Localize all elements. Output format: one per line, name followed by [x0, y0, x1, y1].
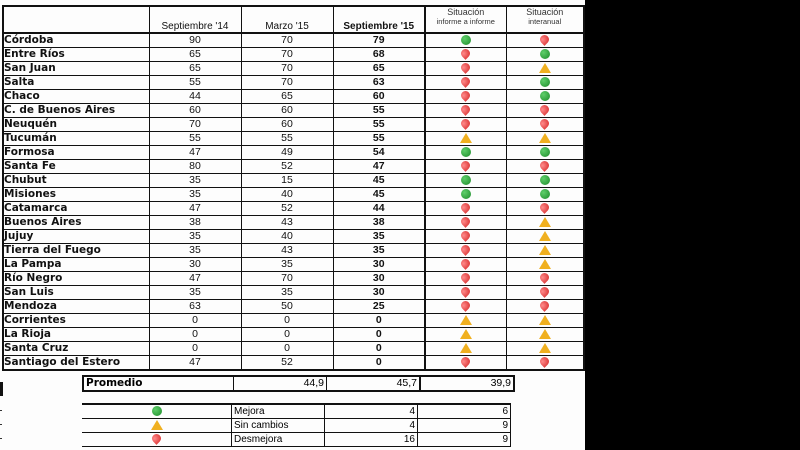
- header-sep15: Septiembre '15: [333, 6, 425, 33]
- table-row: [3, 272, 584, 286]
- table-row: [3, 328, 584, 342]
- table-row: [3, 244, 584, 258]
- situation-yearly-cell: [506, 314, 584, 328]
- legend-icon-cell: [82, 404, 232, 419]
- red-diamond-icon: [150, 432, 163, 445]
- value-sep14: 65: [149, 48, 241, 62]
- situation-yearly-cell: [506, 62, 584, 76]
- value-mar15: 0: [241, 328, 333, 342]
- province-name: Salta: [3, 76, 149, 90]
- value-sep15: 54: [333, 146, 425, 160]
- yellow-triangle-icon: [539, 133, 551, 143]
- value-sep14: 0: [149, 314, 241, 328]
- header-province: [3, 6, 149, 33]
- red-diamond-icon: [538, 160, 551, 172]
- header-situation-subtitle: informe a informe: [436, 17, 495, 26]
- yellow-triangle-icon: [539, 231, 551, 241]
- table-row: [3, 216, 584, 230]
- situation-report-cell: [425, 33, 506, 48]
- green-circle-icon: [540, 77, 550, 87]
- red-diamond-icon: [459, 258, 472, 270]
- legend-icon-cell: [82, 419, 232, 433]
- situation-report-cell: [425, 314, 506, 328]
- table-row: [3, 356, 584, 371]
- value-sep15: 44: [333, 202, 425, 216]
- edge-dot: [0, 438, 2, 439]
- province-name: Mendoza: [3, 300, 149, 314]
- situation-report-cell: [425, 272, 506, 286]
- header-situation-yearly: [506, 6, 584, 33]
- table-row: [3, 174, 584, 188]
- value-mar15: 70: [241, 272, 333, 286]
- value-sep15: 0: [333, 356, 425, 371]
- province-name: Tierra del Fuego: [3, 244, 149, 258]
- table-row: [3, 286, 584, 300]
- yellow-triangle-icon: [539, 217, 551, 227]
- value-sep15: 45: [333, 174, 425, 188]
- yellow-triangle-icon: [539, 343, 551, 353]
- value-sep15: 65: [333, 62, 425, 76]
- header-situation-subtitle: interanual: [528, 17, 562, 26]
- legend-label: Sin cambios: [232, 419, 325, 433]
- value-sep15: 0: [333, 328, 425, 342]
- value-mar15: 65: [241, 90, 333, 104]
- red-diamond-icon: [538, 286, 551, 298]
- table-row: [3, 132, 584, 146]
- value-sep14: 47: [149, 356, 241, 371]
- yellow-triangle-icon: [460, 329, 472, 339]
- red-diamond-icon: [538, 104, 551, 116]
- value-sep15: 63: [333, 76, 425, 90]
- red-diamond-icon: [459, 160, 472, 172]
- legend-label: Mejora: [232, 404, 325, 419]
- value-sep14: 60: [149, 104, 241, 118]
- situation-report-cell: [425, 188, 506, 202]
- value-mar15: 0: [241, 342, 333, 356]
- green-circle-icon: [461, 175, 471, 185]
- legend-count-yearly: 6: [418, 404, 511, 419]
- value-sep15: 55: [333, 104, 425, 118]
- situation-report-cell: [425, 76, 506, 90]
- situation-report-cell: [425, 90, 506, 104]
- value-sep14: 55: [149, 132, 241, 146]
- value-sep15: 25: [333, 300, 425, 314]
- situation-report-cell: [425, 286, 506, 300]
- province-name: Tucumán: [3, 132, 149, 146]
- province-name: Formosa: [3, 146, 149, 160]
- legend-count-yearly: 9: [418, 433, 511, 447]
- situation-yearly-cell: [506, 76, 584, 90]
- red-diamond-icon: [538, 272, 551, 284]
- provinces-table: [2, 5, 585, 371]
- green-circle-icon: [461, 147, 471, 157]
- value-sep14: 70: [149, 118, 241, 132]
- situation-report-cell: [425, 132, 506, 146]
- table-row: [3, 48, 584, 62]
- value-sep14: 47: [149, 272, 241, 286]
- situation-yearly-cell: [506, 160, 584, 174]
- average-row-table: [82, 375, 515, 392]
- red-diamond-icon: [459, 118, 472, 130]
- value-mar15: 35: [241, 258, 333, 272]
- red-diamond-icon: [538, 300, 551, 312]
- table-row: [3, 104, 584, 118]
- yellow-triangle-icon: [539, 259, 551, 269]
- situation-yearly-cell: [506, 342, 584, 356]
- value-mar15: 52: [241, 202, 333, 216]
- table-row: [3, 90, 584, 104]
- situation-report-cell: [425, 328, 506, 342]
- value-mar15: 40: [241, 188, 333, 202]
- situation-yearly-cell: [506, 244, 584, 258]
- province-name: San Luis: [3, 286, 149, 300]
- table-row: [3, 76, 584, 90]
- situation-report-cell: [425, 244, 506, 258]
- table-row: [3, 202, 584, 216]
- green-circle-icon: [540, 147, 550, 157]
- value-sep15: 79: [333, 33, 425, 48]
- value-sep14: 65: [149, 62, 241, 76]
- situation-yearly-cell: [506, 132, 584, 146]
- value-sep15: 55: [333, 132, 425, 146]
- table-row: [3, 342, 584, 356]
- value-mar15: 0: [241, 314, 333, 328]
- province-name: Santa Fe: [3, 160, 149, 174]
- legend-count-report: 4: [325, 404, 418, 419]
- value-mar15: 70: [241, 62, 333, 76]
- situation-yearly-cell: [506, 48, 584, 62]
- province-name: Catamarca: [3, 202, 149, 216]
- value-sep14: 0: [149, 328, 241, 342]
- yellow-triangle-icon: [460, 343, 472, 353]
- situation-report-cell: [425, 174, 506, 188]
- value-sep14: 47: [149, 202, 241, 216]
- value-sep15: 68: [333, 48, 425, 62]
- situation-report-cell: [425, 258, 506, 272]
- green-circle-icon: [540, 175, 550, 185]
- situation-yearly-cell: [506, 258, 584, 272]
- value-mar15: 60: [241, 104, 333, 118]
- legend-row: [82, 433, 511, 447]
- red-diamond-icon: [459, 216, 472, 228]
- table-row: [3, 230, 584, 244]
- province-name: Neuquén: [3, 118, 149, 132]
- situation-report-cell: [425, 342, 506, 356]
- table-header-row: [3, 6, 584, 33]
- situation-report-cell: [425, 160, 506, 174]
- red-diamond-icon: [459, 76, 472, 88]
- average-sep14: 44,9: [234, 376, 327, 391]
- red-diamond-icon: [459, 286, 472, 298]
- average-sep15: 39,9: [420, 376, 514, 391]
- situation-report-cell: [425, 202, 506, 216]
- green-circle-icon: [540, 189, 550, 199]
- legend-icon-cell: [82, 433, 232, 447]
- average-label: Promedio: [83, 376, 234, 391]
- situation-yearly-cell: [506, 328, 584, 342]
- value-sep14: 44: [149, 90, 241, 104]
- red-diamond-icon: [459, 62, 472, 74]
- yellow-triangle-icon: [539, 315, 551, 325]
- value-sep15: 47: [333, 160, 425, 174]
- table-row: [3, 188, 584, 202]
- yellow-triangle-icon: [539, 329, 551, 339]
- situation-yearly-cell: [506, 356, 584, 371]
- value-sep15: 55: [333, 118, 425, 132]
- header-situation-title: Situación: [447, 7, 485, 17]
- value-sep14: 38: [149, 216, 241, 230]
- value-mar15: 52: [241, 356, 333, 371]
- province-name: Santiago del Estero: [3, 356, 149, 371]
- value-sep14: 35: [149, 286, 241, 300]
- header-situation-report: [425, 6, 506, 33]
- yellow-triangle-icon: [460, 315, 472, 325]
- edge-dot: [0, 424, 2, 425]
- red-diamond-icon: [538, 33, 551, 46]
- situation-yearly-cell: [506, 202, 584, 216]
- table-row: [3, 314, 584, 328]
- value-sep14: 30: [149, 258, 241, 272]
- red-diamond-icon: [538, 202, 551, 214]
- value-sep15: 30: [333, 258, 425, 272]
- value-sep15: 30: [333, 286, 425, 300]
- province-name: Misiones: [3, 188, 149, 202]
- value-sep14: 35: [149, 174, 241, 188]
- value-mar15: 70: [241, 48, 333, 62]
- value-sep14: 90: [149, 33, 241, 48]
- table-row: [3, 146, 584, 160]
- value-sep14: 47: [149, 146, 241, 160]
- red-diamond-icon: [459, 48, 472, 60]
- value-sep14: 63: [149, 300, 241, 314]
- province-name: La Pampa: [3, 258, 149, 272]
- value-sep14: 35: [149, 230, 241, 244]
- province-name: Santa Cruz: [3, 342, 149, 356]
- situation-report-cell: [425, 62, 506, 76]
- situation-yearly-cell: [506, 272, 584, 286]
- value-sep15: 30: [333, 272, 425, 286]
- province-name: Chubut: [3, 174, 149, 188]
- situation-yearly-cell: [506, 188, 584, 202]
- value-sep14: 35: [149, 188, 241, 202]
- red-diamond-icon: [459, 356, 472, 368]
- value-sep14: 0: [149, 342, 241, 356]
- green-circle-icon: [461, 189, 471, 199]
- province-name: Buenos Aires: [3, 216, 149, 230]
- value-sep15: 0: [333, 342, 425, 356]
- value-mar15: 55: [241, 132, 333, 146]
- situation-report-cell: [425, 216, 506, 230]
- situation-report-cell: [425, 146, 506, 160]
- value-mar15: 15: [241, 174, 333, 188]
- value-mar15: 40: [241, 230, 333, 244]
- yellow-triangle-icon: [539, 245, 551, 255]
- value-mar15: 43: [241, 216, 333, 230]
- province-name: Corrientes: [3, 314, 149, 328]
- province-name: La Rioja: [3, 328, 149, 342]
- province-name: Córdoba: [3, 33, 149, 48]
- green-circle-icon: [540, 49, 550, 59]
- situation-report-cell: [425, 48, 506, 62]
- situation-report-cell: [425, 104, 506, 118]
- table-row: [3, 258, 584, 272]
- red-diamond-icon: [538, 118, 551, 130]
- green-circle-icon: [540, 91, 550, 101]
- legend-row: [82, 419, 511, 433]
- value-sep15: 45: [333, 188, 425, 202]
- legend-count-yearly: 9: [418, 419, 511, 433]
- value-mar15: 52: [241, 160, 333, 174]
- red-diamond-icon: [459, 202, 472, 214]
- situation-yearly-cell: [506, 33, 584, 48]
- yellow-triangle-icon: [539, 63, 551, 73]
- value-mar15: 70: [241, 76, 333, 90]
- header-situation-title: Situación: [526, 7, 564, 17]
- situation-report-cell: [425, 300, 506, 314]
- value-sep14: 55: [149, 76, 241, 90]
- situation-yearly-cell: [506, 118, 584, 132]
- situation-yearly-cell: [506, 146, 584, 160]
- situation-yearly-cell: [506, 230, 584, 244]
- legend-count-report: 4: [325, 419, 418, 433]
- red-diamond-icon: [459, 300, 472, 312]
- header-mar15: Marzo '15: [241, 6, 333, 33]
- value-mar15: 43: [241, 244, 333, 258]
- value-mar15: 50: [241, 300, 333, 314]
- edge-dot: [0, 410, 2, 411]
- red-diamond-icon: [459, 272, 472, 284]
- value-sep15: 35: [333, 244, 425, 258]
- red-diamond-icon: [459, 230, 472, 242]
- province-name: C. de Buenos Aires: [3, 104, 149, 118]
- situation-yearly-cell: [506, 300, 584, 314]
- value-sep14: 35: [149, 244, 241, 258]
- legend-table: [82, 403, 511, 447]
- province-name: Chaco: [3, 90, 149, 104]
- situation-report-cell: [425, 118, 506, 132]
- average-row: [83, 376, 514, 391]
- table-row: [3, 62, 584, 76]
- table-row: [3, 33, 584, 48]
- value-mar15: 70: [241, 33, 333, 48]
- yellow-triangle-icon: [151, 420, 163, 430]
- red-diamond-icon: [459, 104, 472, 116]
- table-row: [3, 118, 584, 132]
- edge-mark: [0, 382, 3, 396]
- value-mar15: 49: [241, 146, 333, 160]
- situation-yearly-cell: [506, 90, 584, 104]
- green-circle-icon: [152, 406, 162, 416]
- situation-yearly-cell: [506, 286, 584, 300]
- value-sep15: 38: [333, 216, 425, 230]
- situation-yearly-cell: [506, 174, 584, 188]
- situation-report-cell: [425, 230, 506, 244]
- province-name: San Juan: [3, 62, 149, 76]
- green-circle-icon: [461, 35, 471, 45]
- situation-yearly-cell: [506, 104, 584, 118]
- province-name: Jujuy: [3, 230, 149, 244]
- legend-count-report: 16: [325, 433, 418, 447]
- province-name: Entre Ríos: [3, 48, 149, 62]
- value-mar15: 60: [241, 118, 333, 132]
- situation-yearly-cell: [506, 216, 584, 230]
- red-diamond-icon: [538, 356, 551, 368]
- value-sep15: 0: [333, 314, 425, 328]
- province-name: Río Negro: [3, 272, 149, 286]
- table-row: [3, 300, 584, 314]
- red-diamond-icon: [459, 90, 472, 102]
- legend-row: [82, 404, 511, 419]
- value-mar15: 35: [241, 286, 333, 300]
- average-mar15: 45,7: [327, 376, 421, 391]
- header-sep14: Septiembre '14: [149, 6, 241, 33]
- legend-label: Desmejora: [232, 433, 325, 447]
- situation-report-cell: [425, 356, 506, 371]
- value-sep15: 35: [333, 230, 425, 244]
- table-row: [3, 160, 584, 174]
- yellow-triangle-icon: [460, 133, 472, 143]
- value-sep14: 80: [149, 160, 241, 174]
- red-diamond-icon: [459, 244, 472, 256]
- value-sep15: 60: [333, 90, 425, 104]
